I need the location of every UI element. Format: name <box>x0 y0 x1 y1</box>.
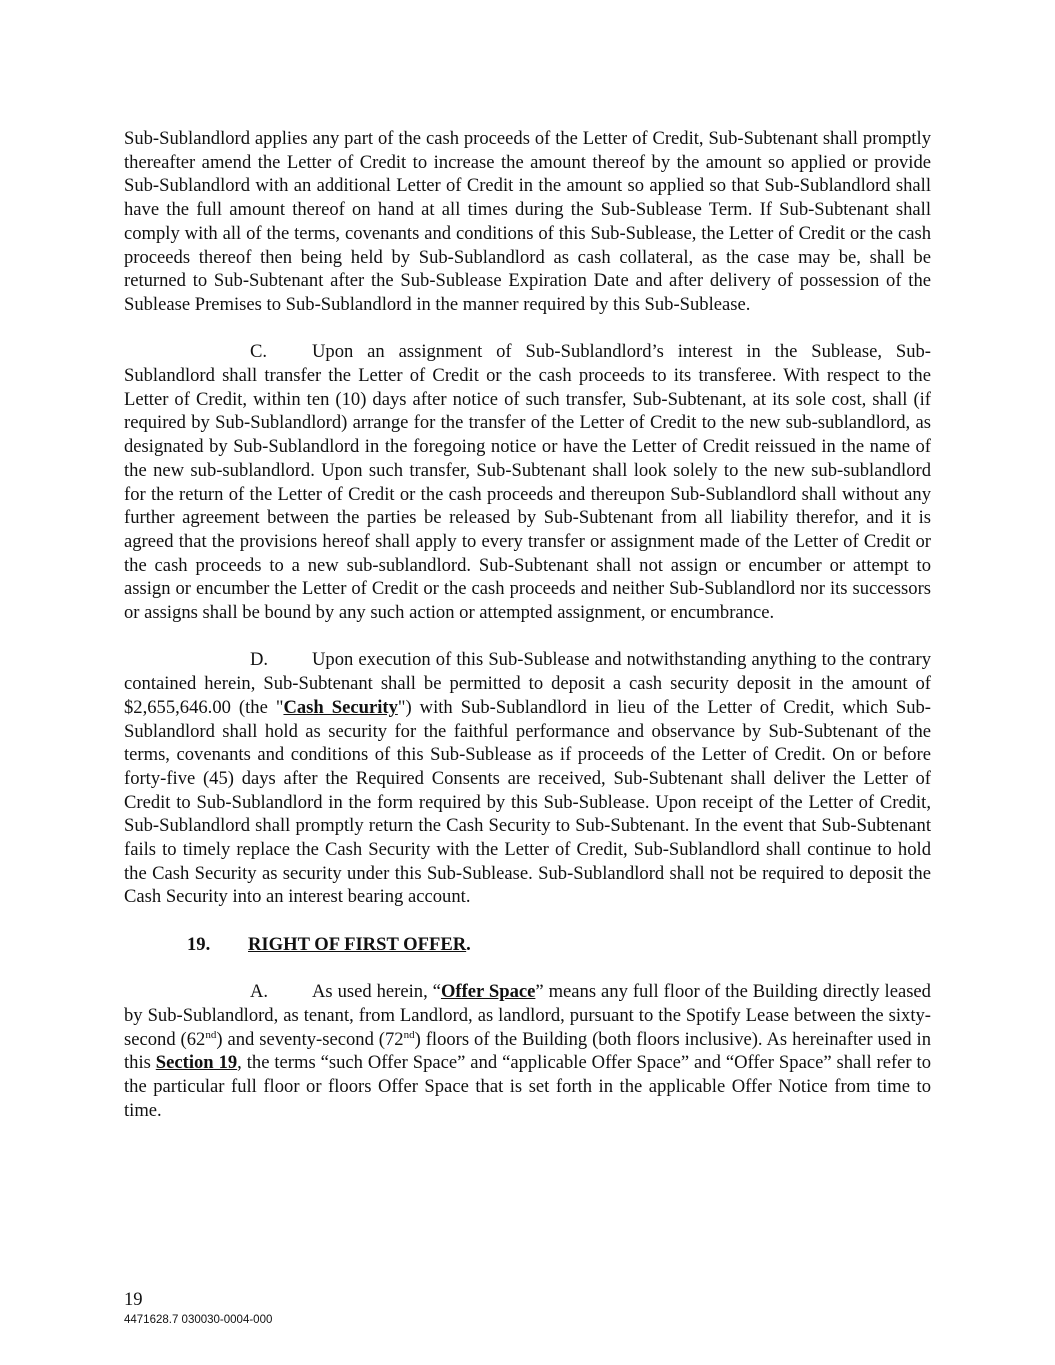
paragraph-c <box>124 340 931 624</box>
paragraph-d <box>124 648 931 909</box>
section-title: RIGHT OF FIRST OFFER <box>248 933 467 955</box>
defined-term-offer-space: Offer Space <box>440 981 536 1003</box>
paragraph-d-text-after: ") with Sub-Sublandlord in lieu of the Letter of Credit, which Sub-Sublandlord shall hold as security for the faithful performance and observance by Sub-Subtenant of the terms, covenants and conditions of this Sub-Sublease as if proceeds of the Letter of Credit. On or before forty-five (45) days after the Required Consents are received, Sub-Subtenant shall deliver the Letter of Credit to Sub-Sublandlord in the form required by this Sub-Sublease. Upon receipt of the Letter of Credit, Sub-Sublandlord shall promptly return the Cash Security to Sub-Subtenant. In the event that Sub-Subtenant fails to timely replace the Cash Security with the Letter of Credit, Sub-Sublandlord shall continue to hold the Cash Security as security under this Sub-Sublease. Sub-Sublandlord shall not be required to deposit the Cash Security into an interest bearing account. <box>124 696 932 908</box>
paragraph-a-text-3: ) and seventy-second (72 <box>216 1028 404 1050</box>
section-title-period: . <box>466 933 471 955</box>
paragraph-a-text-5: , the terms “such Offer Space” and “applicable Offer Space” and “Offer Space” shall refer to the particular full floor or floors Offer Space that is set forth in the applicable Offer Notice from time to time. <box>124 1052 932 1121</box>
paragraph-d-label: D. <box>250 649 269 671</box>
paragraph-a-text-4: ) floors of the Building (both floors inclusive). As hereinafter used in this <box>124 1028 931 1074</box>
paragraph-a <box>124 980 931 1122</box>
paragraph-continuation <box>124 127 931 317</box>
ordinal-suffix: nd <box>205 1028 217 1041</box>
paragraph-a-text-1: As used herein, “ <box>312 981 441 1003</box>
document-id: 4471628.7 030030-0004-000 <box>124 1314 273 1326</box>
paragraph-a-text-2: ” means any full floor of the Building directly leased by Sub-Sublandlord, as tenant, from Landlord, as landlord, pursuant to the Spotify Lease between the sixty-second (62 <box>124 981 931 1050</box>
section-number: 19. <box>187 933 211 955</box>
section-reference: Section 19 <box>155 1052 238 1074</box>
defined-term-cash-security: Cash Security <box>283 696 398 718</box>
section-heading <box>124 933 931 957</box>
paragraph-c-label: C. <box>250 341 268 363</box>
paragraph-continuation-text: Sub-Sublandlord applies any part of the cash proceeds of the Letter of Credit, Sub-Subtenant shall promptly thereafter amend the Letter of Credit to increase the amount thereof by the amount so applied or provide Sub-Sublandlord with an additional Letter of Credit in the amount so applied so that Sub-Sublandlord shall have the full amount thereof on hand at all times during the Sub-Sublease Term. If Sub-Subtenant shall comply with all of the terms, covenants and conditions of this Sub-Sublease, the Letter of Credit or the cash proceeds thereof then being held by Sub-Sublandlord as cash collateral, as the case may be, shall be returned to Sub-Subtenant after the Sub-Sublease Expiration Date and after delivery of possession of the Sublease Premises to Sub-Sublandlord in the manner required by this Sub-Sublease. <box>124 128 931 315</box>
ordinal-suffix: nd <box>403 1028 415 1041</box>
document-body <box>124 127 931 1122</box>
paragraph-d-text-before: Upon execution of this Sub-Sublease and notwithstanding anything to the contrary contained herein, Sub-Subtenant shall be permitted to deposit a cash security deposit in the amount of $2,655,646.00 (the " <box>124 649 931 718</box>
page-number: 19 <box>124 1289 143 1310</box>
paragraph-c-text: Upon an assignment of Sub-Sublandlord’s interest in the Sublease, Sub-Sublandlord shall transfer the Letter of Credit or the cash proceeds to its transferee. With respect to the Letter of Credit, within ten (10) days after notice of such transfer, Sub-Subtenant, at its sole cost, shall (if required by Sub-Sublandlord) arrange for the transfer of the Letter of Credit to the new sub-sublandlord, as designated by Sub-Sublandlord in the foregoing notice or have the Letter of Credit reissued in the name of the new sub-sublandlord. Upon such transfer, Sub-Subtenant shall look solely to the new sub-sublandlord for the return of the Letter of Credit or the cash proceeds and thereupon Sub-Sublandlord shall without any further agreement between the parties be released by Sub-Subtenant from all liability therefor, and it is agreed that the provisions hereof shall apply to every transfer or assignment made of the Letter of Credit or the cash proceeds to a new sub-sublandlord. Sub-Subtenant shall not assign or encumber or attempt to assign or encumber the Letter of Credit or the cash proceeds and neither Sub-Sublandlord nor its successors or assigns shall be bound by any such action or attempted assignment, or encumbrance. <box>124 341 931 624</box>
paragraph-a-label: A. <box>250 981 269 1003</box>
